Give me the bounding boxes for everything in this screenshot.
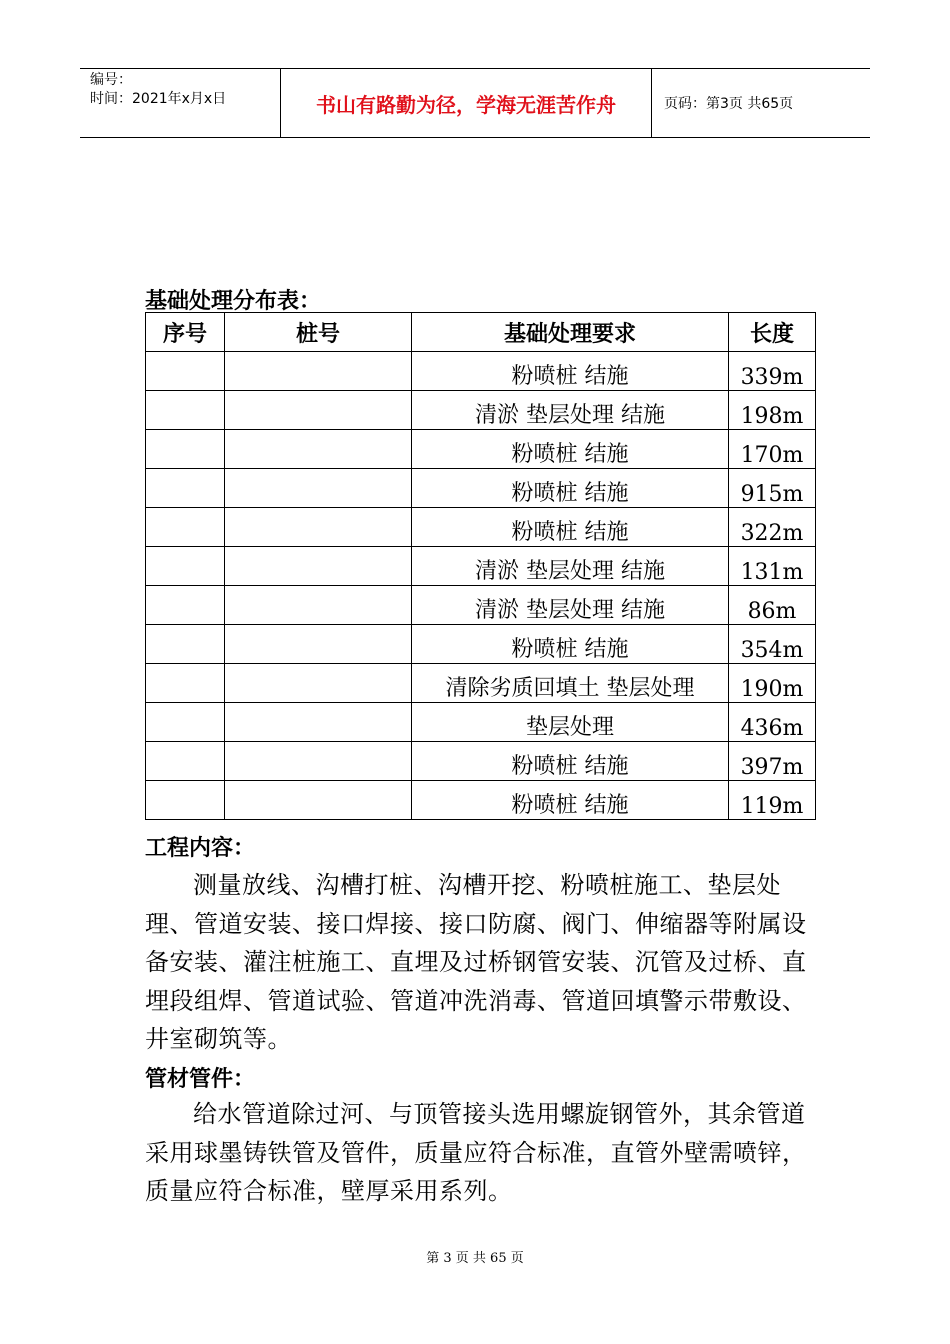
serial-cell <box>146 664 225 703</box>
length-cell: 339m <box>729 352 816 391</box>
station-cell <box>225 586 412 625</box>
foundation-treatment-table <box>145 312 816 820</box>
requirement-cell: 粉喷桩 结施 <box>412 781 729 820</box>
section-title-pipe-materials: 管材管件： <box>145 1067 256 1092</box>
station-cell <box>225 547 412 586</box>
requirement-cell: 清淤 垫层处理 结施 <box>412 586 729 625</box>
work-content-paragraph: 测量放线、沟槽打桩、沟槽开挖、粉喷桩施工、垫层处理、管道安装、接口焊接、接口防腐、阀门、伸缩器等附属设备安装、灌注桩施工、直埋及过桥钢管安装、沉管及过桥、直埋段组焊、管道试验、管道冲洗消毒、管道回填警示带敷设、井室砌筑等。 <box>145 871 807 1053</box>
station-cell <box>225 781 412 820</box>
station-cell <box>225 664 412 703</box>
requirement-cell: 粉喷桩 结施 <box>412 352 729 391</box>
table-row <box>146 664 816 703</box>
serial-cell <box>146 586 225 625</box>
length-cell: 119m <box>729 781 816 820</box>
column-header-serial: 序号 <box>146 313 225 352</box>
length-cell: 198m <box>729 391 816 430</box>
requirement-cell: 粉喷桩 结施 <box>412 469 729 508</box>
document-time-label: 时间：2021年x月x日 <box>90 91 227 107</box>
requirement-cell: 清除劣质回填土 垫层处理 <box>412 664 729 703</box>
length-cell: 322m <box>729 508 816 547</box>
table-header-row <box>146 313 816 352</box>
serial-cell <box>146 742 225 781</box>
serial-cell <box>146 391 225 430</box>
table-row <box>146 586 816 625</box>
serial-cell <box>146 508 225 547</box>
header-meta <box>80 69 280 137</box>
station-cell <box>225 352 412 391</box>
serial-cell <box>146 547 225 586</box>
table-title: 基础处理分布表： <box>145 289 322 314</box>
document-number-label: 编号： <box>90 72 132 88</box>
page-header <box>80 68 870 138</box>
requirement-cell: 粉喷桩 结施 <box>412 742 729 781</box>
serial-cell <box>146 781 225 820</box>
serial-cell <box>146 469 225 508</box>
requirement-cell: 粉喷桩 结施 <box>412 625 729 664</box>
length-cell: 86m <box>729 586 816 625</box>
section-title-work-content: 工程内容： <box>145 836 256 861</box>
station-cell <box>225 391 412 430</box>
station-cell <box>225 469 412 508</box>
table-row <box>146 469 816 508</box>
table-row <box>146 625 816 664</box>
requirement-cell: 清淤 垫层处理 结施 <box>412 547 729 586</box>
serial-cell <box>146 352 225 391</box>
requirement-cell: 垫层处理 <box>412 703 729 742</box>
header-page-info: 页码：第3页 共65页 <box>664 96 794 112</box>
station-cell <box>225 508 412 547</box>
requirement-cell: 清淤 垫层处理 结施 <box>412 391 729 430</box>
serial-cell <box>146 430 225 469</box>
requirement-cell: 粉喷桩 结施 <box>412 430 729 469</box>
length-cell: 131m <box>729 547 816 586</box>
station-cell <box>225 430 412 469</box>
length-cell: 190m <box>729 664 816 703</box>
length-cell: 354m <box>729 625 816 664</box>
table-row <box>146 703 816 742</box>
station-cell <box>225 703 412 742</box>
column-header-length: 长度 <box>729 313 816 352</box>
column-header-requirement: 基础处理要求 <box>412 313 729 352</box>
station-cell <box>225 625 412 664</box>
page-footer: 第 3 页 共 65 页 <box>426 1251 524 1266</box>
table-row <box>146 391 816 430</box>
pipe-materials-paragraph: 给水管道除过河、与顶管接头选用螺旋钢管外，其余管道采用球墨铸铁管及管件，质量应符合标准，直管外壁需喷锌，质量应符合标准，壁厚采用系列。 <box>145 1100 807 1205</box>
header-motto: 书山有路勤为径，学海无涯苦作舟 <box>280 69 652 137</box>
length-cell: 436m <box>729 703 816 742</box>
serial-cell <box>146 625 225 664</box>
station-cell <box>225 742 412 781</box>
length-cell: 170m <box>729 430 816 469</box>
length-cell: 397m <box>729 742 816 781</box>
requirement-cell: 粉喷桩 结施 <box>412 508 729 547</box>
table-row <box>146 352 816 391</box>
length-cell: 915m <box>729 469 816 508</box>
serial-cell <box>146 703 225 742</box>
table-row <box>146 781 816 820</box>
table-row <box>146 430 816 469</box>
table-row <box>146 742 816 781</box>
table-row <box>146 547 816 586</box>
column-header-station: 桩号 <box>225 313 412 352</box>
table-row <box>146 508 816 547</box>
